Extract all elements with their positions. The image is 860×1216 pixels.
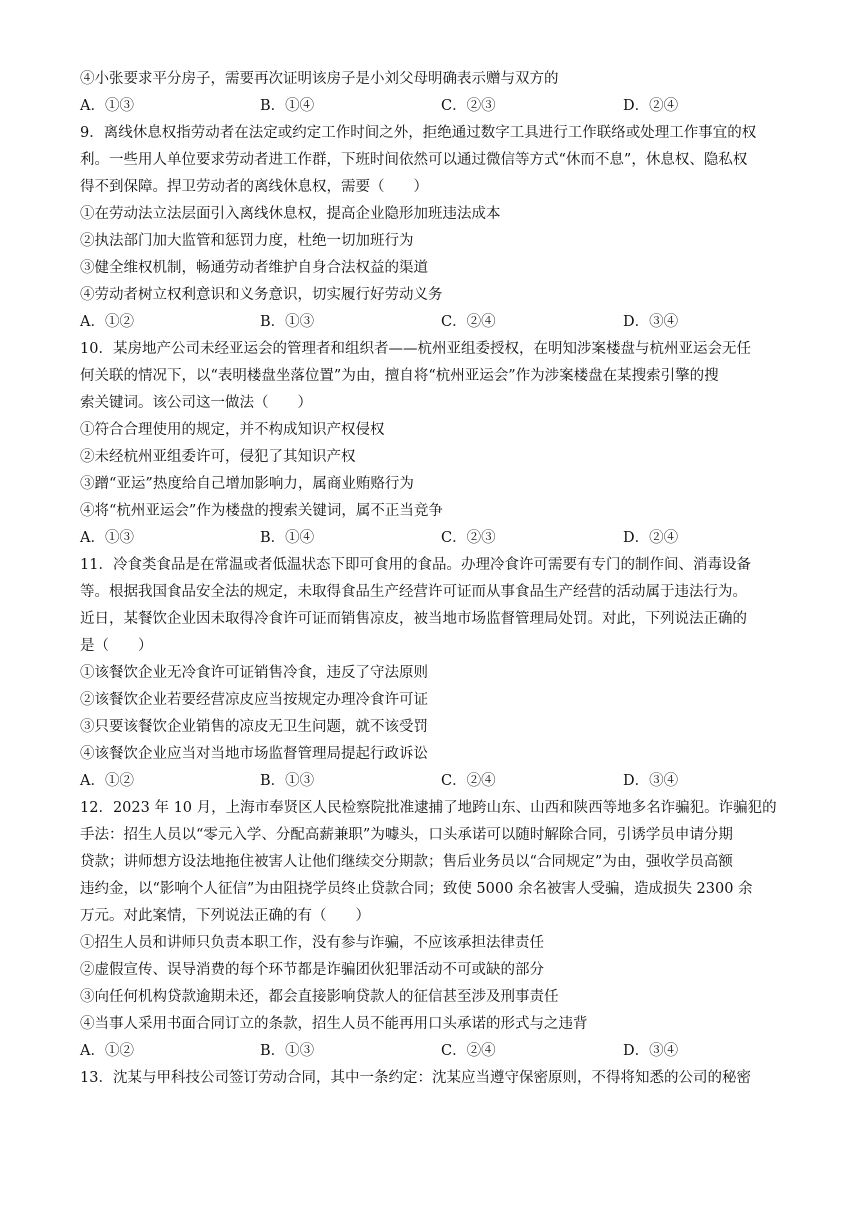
q9-stem-line-2: 利。一些用人单位要求劳动者进工作群，下班时间依然可以通过微信等方式“休而不息”，休息权、隐私权 bbox=[80, 152, 748, 168]
q11-statement-1: ①该餐饮企业无冷食许可证销售冷食，违反了守法原则 bbox=[80, 665, 428, 681]
q11-stem-line-1: 11．冷食类食品是在常温或者低温状态下即可食用的食品。办理冷食许可需要有专门的制作间、消毒设备 bbox=[80, 557, 751, 573]
q12-options bbox=[80, 1038, 780, 1065]
q10-option-b: B．①④ bbox=[260, 530, 315, 546]
q10-stem-line-2: 何关联的情况下，以“表明楼盘坐落位置”为由，擅自将“杭州亚运会”作为涉案楼盘在某搜索引擎的搜 bbox=[80, 368, 719, 384]
q8-option-a: A．①③ bbox=[80, 98, 134, 114]
q10-statement-4: ④将“杭州亚运会”作为楼盘的搜索关键词，属不正当竞争 bbox=[80, 503, 443, 519]
q11-options bbox=[80, 768, 780, 795]
q10-option-a: A．①③ bbox=[80, 530, 134, 546]
q11-option-d: D．③④ bbox=[623, 773, 679, 789]
q10-statement-3: ③蹭“亚运”热度给自己增加影响力，属商业贿赂行为 bbox=[80, 476, 414, 492]
q11-statement-4: ④该餐饮企业应当对当地市场监督管理局提起行政诉讼 bbox=[80, 746, 428, 762]
q11-option-c: C．②④ bbox=[441, 773, 496, 789]
q9-option-d: D．③④ bbox=[623, 314, 679, 330]
q11-option-a: A．①② bbox=[80, 773, 134, 789]
q8-option-b: B．①④ bbox=[260, 98, 315, 114]
q8-option-d: D．②④ bbox=[623, 98, 679, 114]
q10-stem-line-3: 索关键词。该公司这一做法（ ） bbox=[80, 395, 312, 411]
q12-option-c: C．②④ bbox=[441, 1043, 496, 1059]
q9-statement-3: ③健全维权机制，畅通劳动者维护自身合法权益的渠道 bbox=[80, 260, 428, 276]
q10-statement-1: ①符合合理使用的规定，并不构成知识产权侵权 bbox=[80, 422, 385, 438]
q8-options bbox=[80, 93, 780, 120]
q12-stem-line-5: 万元。对此案情，下列说法正确的有（ ） bbox=[80, 908, 370, 924]
q11-stem-line-2: 等。根据我国食品安全法的规定，未取得食品生产经营许可证而从事食品生产经营的活动属于违法行为。 bbox=[80, 584, 747, 600]
q9-option-b: B．①③ bbox=[260, 314, 315, 330]
q11-option-b: B．①③ bbox=[260, 773, 315, 789]
q12-statement-2: ②虚假宣传、误导消费的每个环节都是诈骗团伙犯罪活动不可或缺的部分 bbox=[80, 962, 544, 978]
q11-statement-2: ②该餐饮企业若要经营凉皮应当按规定办理冷食许可证 bbox=[80, 692, 428, 708]
q10-statement-2: ②未经杭州亚组委许可，侵犯了其知识产权 bbox=[80, 449, 356, 465]
q10-option-c: C．②③ bbox=[441, 530, 496, 546]
q12-option-d: D．③④ bbox=[623, 1043, 679, 1059]
q10-option-d: D．②④ bbox=[623, 530, 679, 546]
q12-stem-line-4: 违约金，以“影响个人征信”为由阻挠学员终止贷款合同；致使 5000 余名被害人受骗，造成损失 2300 余 bbox=[80, 881, 753, 897]
q10-stem-line-1: 10．某房地产公司未经亚运会的管理者和组织者——杭州亚组委授权，在明知涉案楼盘与杭州亚运会无任 bbox=[80, 341, 751, 357]
q9-stem-line-1: 9．离线休息权指劳动者在法定或约定工作时间之外，拒绝通过数字工具进行工作联络或处理工作事宜的权 bbox=[80, 125, 757, 141]
q12-statement-3: ③向任何机构贷款逾期未还，都会直接影响贷款人的征信甚至涉及刑事责任 bbox=[80, 989, 559, 1005]
q11-statement-3: ③只要该餐饮企业销售的凉皮无卫生问题，就不该受罚 bbox=[80, 719, 428, 735]
q12-statement-1: ①招生人员和讲师只负责本职工作，没有参与诈骗，不应该承担法律责任 bbox=[80, 935, 544, 951]
q11-stem-line-3: 近日，某餐饮企业因未取得冷食许可证而销售凉皮，被当地市场监督管理局处罚。对此，下列说法正确的 bbox=[80, 611, 747, 627]
q9-statement-4: ④劳动者树立权利意识和义务意识，切实履行好劳动义务 bbox=[80, 287, 443, 303]
q9-options bbox=[80, 309, 780, 336]
q12-stem-line-3: 贷款；讲师想方设法地拖住被害人让他们继续交分期款；售后业务员以“合同规定”为由，强收学员高额 bbox=[80, 854, 733, 870]
q8-option-c: C．②③ bbox=[441, 98, 496, 114]
q12-option-b: B．①③ bbox=[260, 1043, 315, 1059]
q9-stem-line-3: 得不到保障。捍卫劳动者的离线休息权，需要（ ） bbox=[80, 179, 428, 195]
q12-stem-line-2: 手法：招生人员以“零元入学、分配高薪兼职”为噱头，口头承诺可以随时解除合同，引诱学员申请分期 bbox=[80, 827, 733, 843]
q9-statement-1: ①在劳动法立法层面引入离线休息权，提高企业隐形加班违法成本 bbox=[80, 206, 501, 222]
q9-option-a: A．①② bbox=[80, 314, 134, 330]
q12-statement-4: ④当事人采用书面合同订立的条款，招生人员不能再用口头承诺的形式与之违背 bbox=[80, 1016, 588, 1032]
q11-stem-line-4: 是（ ） bbox=[80, 638, 153, 654]
q10-options bbox=[80, 525, 780, 552]
q8-statement-4: ④小张要求平分房子，需要再次证明该房子是小刘父母明确表示赠与双方的 bbox=[80, 71, 559, 87]
q13-stem-line-1: 13．沈某与甲科技公司签订劳动合同，其中一条约定：沈某应当遵守保密原则，不得将知悉的公司的秘密 bbox=[80, 1070, 751, 1086]
q12-stem-line-1: 12．2023 年 10 月，上海市奉贤区人民检察院批准逮捕了地跨山东、山西和陕西等地多名诈骗犯。诈骗犯的 bbox=[80, 800, 777, 816]
q9-option-c: C．②④ bbox=[441, 314, 496, 330]
page-content bbox=[80, 66, 780, 1092]
q12-option-a: A．①② bbox=[80, 1043, 134, 1059]
q9-statement-2: ②执法部门加大监管和惩罚力度，杜绝一切加班行为 bbox=[80, 233, 414, 249]
